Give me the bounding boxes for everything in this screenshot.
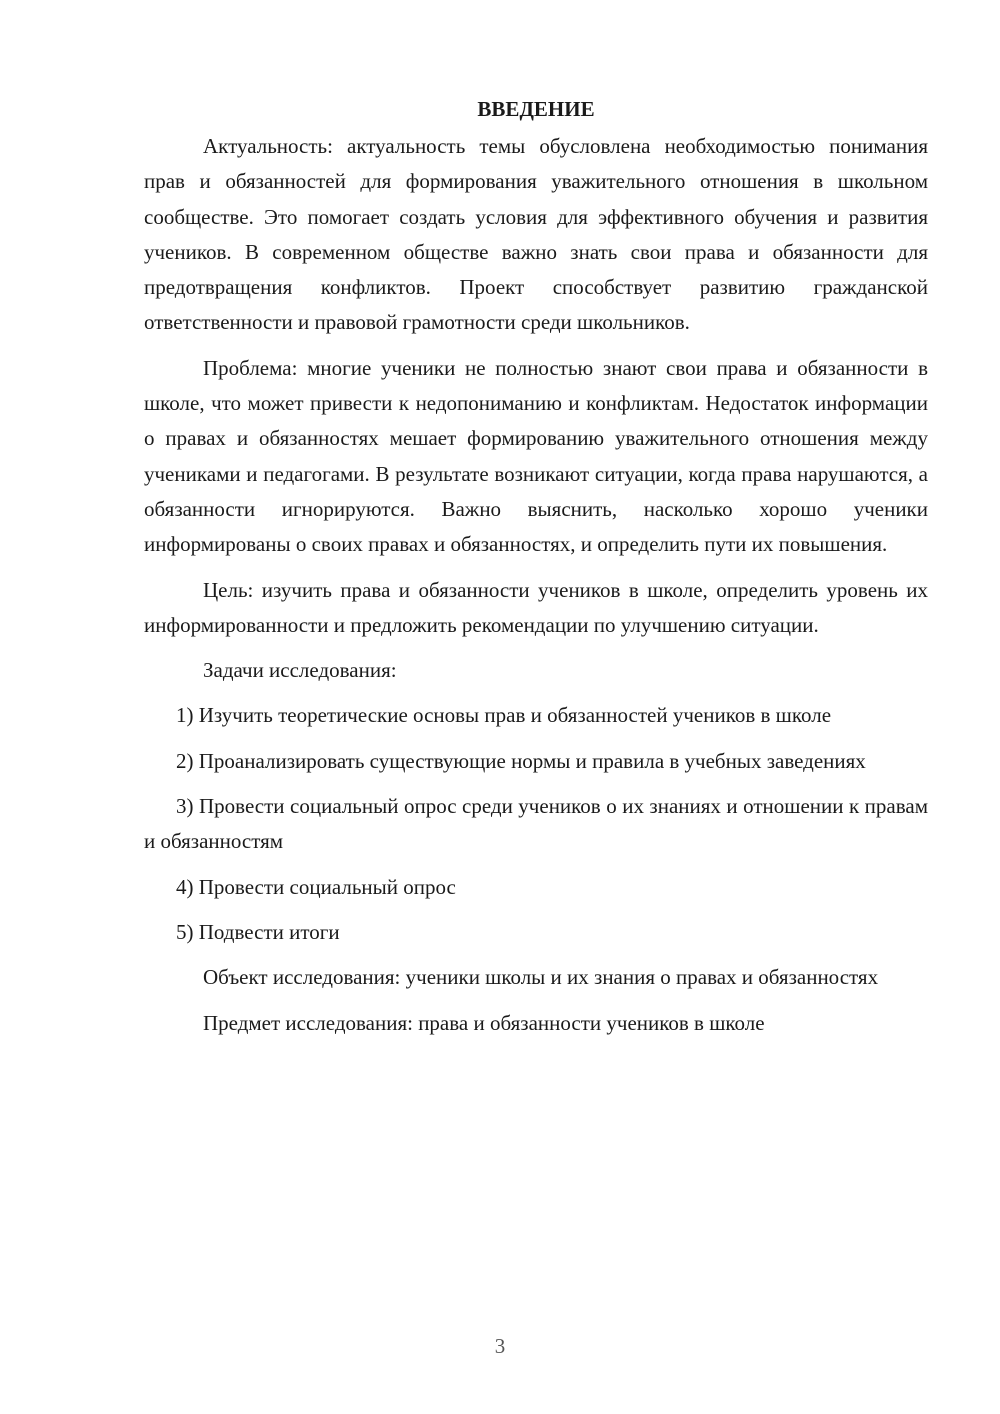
task-item-2: 2) Проанализировать существующие нормы и правила в учебных заведениях [176, 748, 866, 773]
task-item-5: 5) Подвести итоги [176, 919, 340, 944]
paragraph-relevance: Актуальность: актуальность темы обусловлена необходимостью понимания прав и обязанностей для формирования уважительного отношения в школьном сообществе. Это помогает создать условия для эффективного обучения и развития учеников. В современном обществе важно знать свои права и обязанности для предотвращения конфликтов. Проект способствует развитию гражданской ответственности и правовой грамотности среди школьников. [144, 134, 928, 335]
paragraph-goal: Цель: изучить права и обязанности учеников в школе, определить уровень их информированности и предложить рекомендации по улучшению ситуации. [144, 577, 928, 637]
task-item-4: 4) Провести социальный опрос [176, 874, 456, 899]
page-number: 3 [494, 1334, 506, 1358]
document-page [144, 92, 928, 1051]
section-heading: ВВЕДЕНИЕ [477, 97, 595, 121]
paragraph-object: Объект исследования: ученики школы и их знания о правах и обязанностях [203, 965, 879, 990]
tasks-title: Задачи исследования: [203, 658, 397, 683]
paragraph-problem: Проблема: многие ученики не полностью знают свои права и обязанности в школе, что может привести к недопониманию и конфликтам. Недостаток информации о правах и обязанностях мешает формированию уважительного отношения между учениками и педагогами. В результате возникают ситуации, когда права нарушаются, а обязанности игнорируются. Важно выяснить, насколько хорошо ученики информированы о своих правах и обязанностях, и определить пути их повышения. [144, 355, 928, 557]
task-item-1: 1) Изучить теоретические основы прав и обязанностей учеников в школе [176, 703, 832, 728]
task-item-3: 3) Провести социальный опрос среди учеников о их знаниях и отношении к правам и обязанностям [144, 794, 928, 854]
paragraph-subject: Предмет исследования: права и обязанности учеников в школе [203, 1010, 765, 1035]
